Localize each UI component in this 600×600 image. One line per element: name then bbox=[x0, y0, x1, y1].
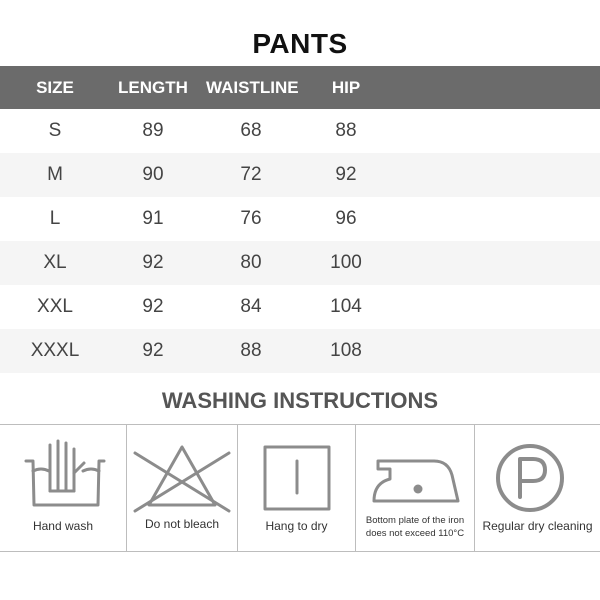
size-cell: XXL bbox=[37, 296, 73, 317]
waistline-cell: 72 bbox=[240, 164, 262, 185]
table-row bbox=[0, 153, 600, 197]
hip-cell: 100 bbox=[330, 252, 362, 273]
hang-dry-label: Hang to dry bbox=[265, 519, 328, 533]
washing-instructions-panel bbox=[0, 424, 600, 552]
page-title: PANTS bbox=[252, 28, 348, 59]
table-row bbox=[0, 329, 600, 373]
hip-cell: 108 bbox=[330, 340, 362, 361]
header-waistline: WAISTLINE bbox=[206, 78, 299, 97]
waistline-cell: 76 bbox=[240, 208, 262, 229]
size-cell: M bbox=[47, 164, 63, 185]
length-cell: 89 bbox=[142, 120, 164, 141]
length-cell: 92 bbox=[142, 252, 164, 273]
no-bleach-label: Do not bleach bbox=[144, 517, 220, 531]
header-size: SIZE bbox=[36, 78, 74, 97]
hip-cell: 92 bbox=[335, 164, 357, 185]
size-cell: L bbox=[49, 208, 61, 229]
hang-dry-icon bbox=[238, 433, 355, 518]
washing-instructions-title: WASHING INSTRUCTIONS bbox=[161, 388, 439, 413]
length-cell: 92 bbox=[142, 340, 164, 361]
size-cell: S bbox=[48, 120, 62, 141]
iron-item bbox=[356, 425, 475, 551]
no-bleach-icon bbox=[127, 433, 237, 518]
waistline-cell: 80 bbox=[240, 252, 262, 273]
table-row bbox=[0, 109, 600, 153]
length-cell: 92 bbox=[142, 296, 164, 317]
hip-cell: 88 bbox=[335, 120, 357, 141]
length-cell: 90 bbox=[142, 164, 164, 185]
header-length: LENGTH bbox=[118, 78, 188, 97]
hand-wash-label: Hand wash bbox=[32, 519, 94, 533]
no-bleach-item bbox=[127, 425, 238, 551]
length-cell: 91 bbox=[142, 208, 164, 229]
iron-label-line1: Bottom plate of the iron bbox=[365, 515, 465, 526]
table-row bbox=[0, 241, 600, 285]
table-row bbox=[0, 285, 600, 329]
dry-clean-item bbox=[475, 425, 600, 551]
header-hip: HIP bbox=[331, 78, 361, 97]
size-cell: XL bbox=[43, 252, 67, 273]
table-header bbox=[0, 66, 600, 109]
iron-label-line2: does not exceed 110°C bbox=[365, 528, 465, 539]
hip-cell: 96 bbox=[335, 208, 357, 229]
dry-clean-icon bbox=[475, 433, 600, 518]
hip-cell: 104 bbox=[330, 296, 362, 317]
hang-dry-item bbox=[238, 425, 356, 551]
waistline-cell: 84 bbox=[240, 296, 262, 317]
hand-wash-item bbox=[0, 425, 127, 551]
hand-wash-icon bbox=[0, 433, 126, 518]
dry-clean-label: Regular dry cleaning bbox=[482, 519, 593, 533]
size-cell: XXXL bbox=[30, 340, 80, 361]
table-row bbox=[0, 197, 600, 241]
waistline-cell: 88 bbox=[240, 340, 262, 361]
waistline-cell: 68 bbox=[240, 120, 262, 141]
iron-icon bbox=[356, 433, 474, 518]
